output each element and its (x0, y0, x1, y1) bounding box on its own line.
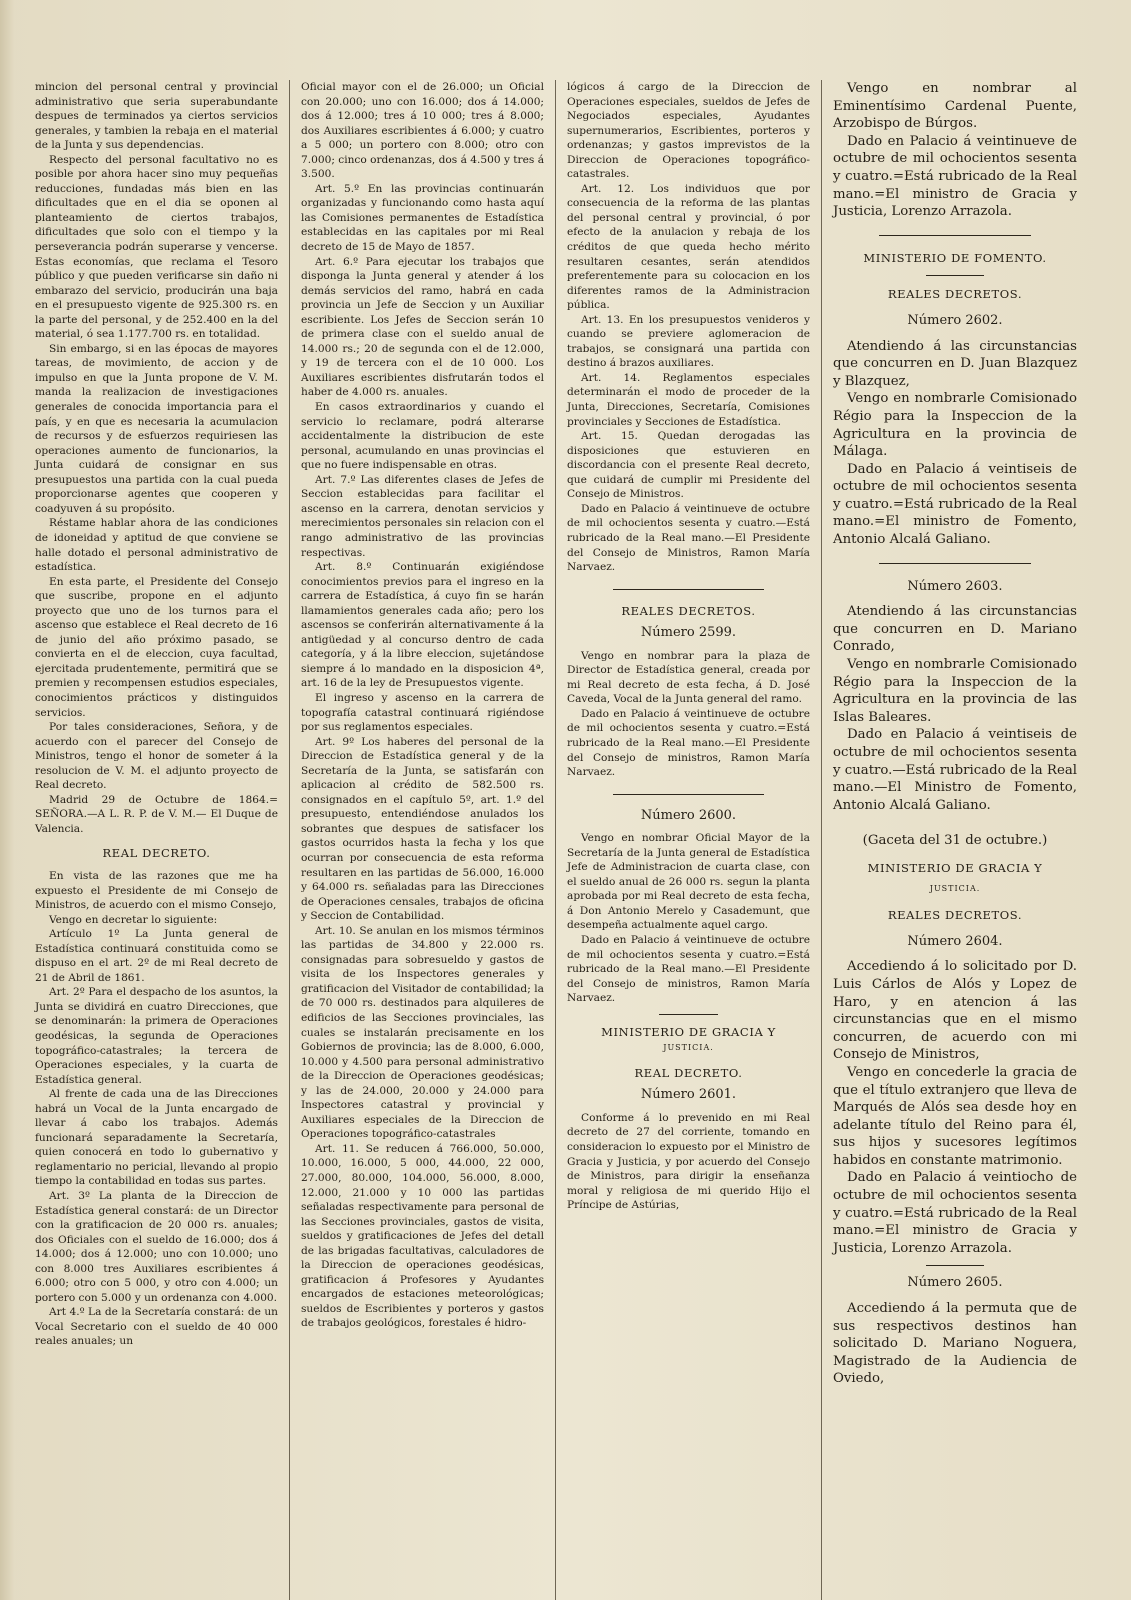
ministry-subheading: JUSTICIA. (663, 1043, 714, 1053)
paragraph: En vista de las razones que me ha expuesto el Presidente de mi Consejo de Ministros, de acuerdo con el mismo Consejo, (35, 869, 278, 912)
signature-line: Madrid 29 de Octubre de 1864.= SEÑORA.—A L. R. P. de V. M.— El Duque de Valencia. (35, 793, 278, 835)
divider (613, 794, 764, 795)
paragraph: Art. 9º Los haberes del personal de la Direccion de Estadística general y de la Secretaría de la Junta, se satisfarán con aplicacion al crédito de 582.500 rs. consignados en el capítulo 5º, art. 1.º del presupuesto, entendiéndose anulados los sobrantes que despues de satisfacer los gastos ocurridos hasta la fecha y los que ocurran por consecuencia de esta reforma resultaren en las partidas de 56.000, 16.000 y 64.000 rs. señaladas para las Direcciones de Operaciones censales, trabajos de oficina y Seccion de Contabilidad. (301, 735, 544, 923)
columns (24, 80, 1091, 1600)
paragraph: Art. 10. Se anulan en los mismos términos las partidas de 34.800 y 22.000 rs. consignadas para sobresueldo y gastos de visita de los Inspectores generales y gratificacion del Visitador de contabilidad; la de 70 000 rs. destinados para alquileres de edificios de las Secciones provinciales, las cuales se instalarán precisamente en los Gobiernos de provincia; las de 8.000, 6.000, 10.000 y 4.500 para personal administrativo de la Direccion de Operaciones geodésicas; y las de 24.000, 20.000 y 24.000 para Inspectores catastral y provincial y Auxiliares especiales de la Direccion de Operaciones topográfico-catastrales (301, 924, 544, 1141)
section-heading: REALES DECRETOS. (887, 287, 1023, 302)
paragraph: Art 4.º La de la Secretaría constará: de un Vocal Secretario con el sueldo de 40 000 reales anuales; un (35, 1306, 278, 1348)
column-2 (290, 80, 556, 1600)
paragraph: Vengo en nombrar al Eminentísimo Cardenal Puente, Arzobispo de Búrgos. (833, 81, 1077, 132)
section-heading: REALES DECRETOS. (887, 908, 1023, 923)
paragraph: Dado en Palacio á veintinueve de octubre de mil ochocientos sesenta y cuatro.=Está rubricado de la Real mano.—El Presidente del Consejo de ministros, Ramon María Narvaez. (567, 707, 810, 779)
paragraph: lógicos á cargo de la Direccion de Operaciones especiales, sueldos de Jefes de Negociados especiales, Ayudantes supernumerarios, Escribientes, porteros y ordenanzas; y gastos imprevistos de la Direccion de Operaciones topográfico-catastrales. (567, 81, 810, 181)
paragraph: Dado en Palacio á veintiseis de octubre de mil ochocientos sesenta y cuatro.—Está rubricado de la Real mano.—El Ministro de Fomento, Antonio Alcalá Galiano. (833, 727, 1077, 813)
decree-number: Número 2604. (907, 933, 1003, 949)
paragraph: Dado en Palacio á veintiseis de octubre de mil ochocientos sesenta y cuatro.=Está rubricado de la Real mano.=El ministro de Fomento, Antonio Alcalá Galiano. (833, 461, 1077, 548)
paragraph: Al frente de cada una de las Direcciones habrá un Vocal de la Junta encargado de llevar á cabo los trabajos. Además funcionará separadamente la Secretaría, quien conocerá en todo lo gubernativo y reglamentario no pericial, llevando al propio tiempo la contabilidad en todas sus partes. (35, 1088, 278, 1188)
paragraph: Sin embargo, si en las épocas de mayores tareas, de movimiento, de accion y de impulso en que la Junta propone de V. M. manda la realizacion de investigaciones generales de conocida importancia para el país, y en que es necesaria la acumulacion de recursos y de esfuerzos requiriesen las operaciones aumento de funcionarios, la Junta cuidará de consignar en sus presupuestos una partida con la cual pueda proporcionarse agentes que cooperen y coadyuven á su propósito. (35, 342, 278, 515)
section-heading: REAL DECRETO. (102, 846, 211, 861)
paragraph: Artículo 1º La Junta general de Estadística continuará constituida como se dispuso en el art. 2º de mi Real decreto de 21 de Abril de 1861. (35, 928, 278, 984)
paragraph: mincion del personal central y provincial administrativo que seria superabundante despues de terminados ya ciertos servicios generales, y tambien la rebaja en el material de la Junta y sus dependencias. (35, 81, 278, 152)
column-1 (24, 80, 290, 1600)
ministry-heading: MINISTERIO DE FOMENTO. (863, 250, 1047, 265)
paragraph: En casos extraordinarios y cuando el servicio lo reclamare, podrá alterarse accidentalmente la distribucion de este personal, acumulando en unas provincias el que no fuere indispensable en otras. (301, 401, 544, 472)
decree-number: Número 2605. (907, 1275, 1003, 1291)
paragraph: Vengo en concederle la gracia de que el título extranjero que lleva de Marqués de Alós sea desde hoy en adelante título del Reino para él, sus hijos y sucesores legítimos habidos en constante matrimonio. (833, 1064, 1077, 1168)
paragraph: Dado en Palacio á veintinueve de octubre de mil ochocientos sesenta y cuatro.=Está rubricado de la Real mano.—El Presidente del Consejo de ministros, Ramon María Narvaez. (567, 933, 810, 1005)
paragraph: Atendiendo á las circunstancias que concurren en D. Juan Blazquez y Blazquez, (833, 338, 1077, 389)
paragraph: Réstame hablar ahora de las condiciones de idoneidad y aptitud de que conviene se halle dotado el personal administrativo de estadística. (35, 517, 278, 574)
paragraph: Art. 5.º En las provincias continuarán organizadas y funcionando como hasta aquí las Comisiones permanentes de Estadística establecidas en las capitales por mi Real decreto de 15 de Mayo de 1857. (301, 182, 544, 254)
paragraph: Art. 8.º Continuarán exigiéndose conocimientos previos para el ingreso en la carrera de Estadística, á cuyo fin se harán llamamientos generales cada año; pero los ascensos se conferirán alternativamente á la antigüedad y al concurso dentro de cada categoría, y á la libre eleccion, sujetándose siempre á lo mandado en la disposicion 4ª, art. 16 de la ley de Presupuestos vigente. (301, 561, 544, 690)
page-edge (0, 0, 14, 1600)
paragraph: Vengo en nombrar para la plaza de Director de Estadística general, creada por mi Real decreto de esta fecha, á D. José Caveda, Vocal de la Junta general del ramo. (567, 649, 810, 706)
paragraph: Art. 13. En los presupuestos venideros y cuando se previere aglomeracion de trabajos, se consignará una partida con destino á brazos auxiliares. (567, 313, 810, 370)
paragraph: Art. 6.º Para ejecutar los trabajos que disponga la Junta general y atender á los demás servicios del ramo, habrá en cada provincia un Jefe de Seccion y un Auxiliar escribiente. Los Jefes de Seccion serán 10 de primera clase con el sueldo anual de 14.000 rs.; 20 de segunda con el de 12.000, y 19 de tercera con el de 10 000. Los Auxiliares escribientes disfrutarán todos el haber de 4.000 rs. anuales. (301, 255, 544, 399)
paragraph: Accediendo á lo solicitado por D. Luis Cárlos de Alós y Lopez de Haro, y en atencion á las circunstancias que en el mismo concurren, de acuerdo con mi Consejo de Ministros, (833, 959, 1077, 1063)
paragraph: Oficial mayor con el de 26.000; un Oficial con 20.000; uno con 16.000; dos á 14.000; dos á 12.000; tres á 10 000; tres á 8.000; dos Auxiliares escribientes á 6.000; y cuatro a 5 000; un portero con 8.000; otro con 7.000; cinco ordenanzas, dos á 4.500 y tres á 3.500. (301, 81, 545, 181)
paragraph: Dado en Palacio á veintinueve de octubre de mil ochocientos sesenta y cuatro.—Está rubricado de la Real mano.—El Presidente del Consejo de Ministros, Ramon María Narvaez. (567, 502, 810, 574)
paragraph: Vengo en nombrar Oficial Mayor de la Secretaría de la Junta general de Estadística Jefe de Administracion de cuarta clase, con el sueldo anual de 26 000 rs. segun la planta aprobada por mi Real decreto de esta fecha, á Don Antonio Merelo y Casademunt, que desempeña actualmente aquel cargo. (567, 832, 810, 932)
decree-number: Número 2600. (640, 807, 737, 823)
divider (613, 589, 764, 590)
paragraph: Art. 12. Los individuos que por consecuencia de la reforma de las plantas del personal central y provincial, ó por efecto de la anulacion y rebaja de los créditos de que queda hecho mérito resultaren cesantes, serán atendidos preferentemente para su colocacion en los diferentes ramos de la Administracion pública. (567, 182, 810, 312)
ministry-heading: MINISTERIO DE GRACIA Y (601, 1024, 776, 1039)
paragraph: Vengo en nombrarle Comisionado Régio para la Inspeccion de la Agricultura en la provincia de Málaga. (833, 391, 1077, 460)
divider (879, 563, 1030, 564)
ministry-heading: MINISTERIO DE GRACIA Y (867, 860, 1043, 875)
paragraph: Art. 2º Para el despacho de los asuntos, la Junta se dividirá en cuatro Direcciones, que se denominarán: la primera de Operaciones geodésicas, la segunda de Operaciones topográfico-catastrales; la tercera de Operaciones especiales, y la cuarta de Estadística general. (35, 986, 278, 1086)
paragraph: Atendiendo á las circunstancias que concurren en D. Mariano Conrado, (833, 604, 1077, 655)
decree-number: Número 2601. (640, 1087, 737, 1103)
decree-number: Número 2603. (907, 578, 1003, 594)
paragraph: Art. 3º La planta de la Direccion de Estadística general constará: de un Director con la gratificacion de 20 000 rs. anuales; dos Oficiales con el sueldo de 16.000; dos á 14.000; dos á 12.000; uno con 10.000; uno con 8.000 tres Auxiliares escribientes á 6.000; otro con 5 000, y otro con 4.000; un portero con 5.000 y un ordenanza con 4.000. (35, 1190, 278, 1304)
paragraph: El ingreso y ascenso en la carrera de topografía catastral continuará rigiéndose por sus reglamentos especiales. (301, 691, 544, 734)
paragraph: Accediendo á la permuta que de sus respectivos destinos han solicitado D. Mariano Noguera, Magistrado de la Audiencia de Oviedo, (833, 1301, 1077, 1387)
paragraph: Art. 14. Reglamentos especiales determinarán el modo de proceder de la Junta, Direcciones, Secretaría, Comisiones provinciales y Secciones de Estadística. (567, 371, 810, 428)
paragraph: Vengo en decretar lo siguiente: (49, 913, 218, 926)
column-3 (556, 80, 822, 1600)
section-heading: REAL DECRETO. (634, 1065, 743, 1080)
divider (879, 235, 1030, 236)
paragraph: Art. 11. Se reducen á 766.000, 50.000, 10.000, 16.000, 5 000, 44.000, 22 000, 27.000, 80.000, 104.000, 56.000, 8.000, 12.000, 21.000 y 10 000 las partidas señaladas respectivamente para personal de las Secciones provinciales, gastos de visita, sueldos y gratificaciones de Jefes del detall de las brigadas facultativas, calculadores de la Direccion de operaciones geodésicas, gratificacion á Profesores y Ayudantes encargados de estaciones meteorológicas; sueldos de Escribientes y porteros y gastos de trabajos geológicos, forestales é hidro- (301, 1142, 544, 1330)
paragraph: Por tales consideraciones, Señora, y de acuerdo con el parecer del Consejo de Ministros, tengo el honor de someter á la resolucion de V. M. el adjunto proyecto de Real decreto. (35, 721, 278, 792)
paragraph: En esta parte, el Presidente del Consejo que suscribe, propone en el adjunto proyecto que uno de los turnos para el ascenso que establece el Real decreto de 16 de junio del año próximo pasado, se convierta en el de eleccion, cuya facultad, ejercitada prudentemente, permitirá que se premien y recompensen estudios especiales, conocimientos prácticos y distinguidos servicios. (35, 575, 278, 719)
paragraph: Dado en Palacio á veintinueve de octubre de mil ochocientos sesenta y cuatro.=Está rubricado de la Real mano.=El ministro de Gracia y Justicia, Lorenzo Arrazola. (833, 133, 1077, 220)
divider (926, 1265, 985, 1266)
section-heading: REALES DECRETOS. (621, 603, 756, 618)
paragraph: Art. 15. Quedan derogadas las disposiciones que estuvieren en discordancia con el presente Real decreto, que cuidará de cumplir mi Presidente del Consejo de Ministros. (567, 430, 810, 501)
paragraph: Conforme á lo prevenido en mi Real decreto de 27 del corriente, tomando en consideracion lo expuesto por el Ministro de Gracia y Justicia, y por acuerdo del Consejo de Ministros, para dirigir la enseñanza moral y religiosa de mi querido Hijo el Príncipe de Astúrias, (567, 1111, 810, 1212)
divider (659, 1014, 717, 1015)
divider (926, 275, 985, 276)
ministry-subheading: JUSTICIA. (929, 883, 981, 893)
paragraph: Vengo en nombrarle Comisionado Régio para la Inspeccion de la Agricultura en la provincia de las Islas Baleares. (833, 657, 1077, 725)
decree-number: Número 2599. (640, 625, 737, 641)
decree-number: Número 2602. (907, 312, 1003, 328)
gazette-note: (Gaceta del 31 de octubre.) (862, 833, 1048, 849)
paragraph: Respecto del personal facultativo no es posible por ahora hacer sino muy pequeñas reducciones, fundadas más bien en las dificultades que en el dia se oponen al planteamiento de ciertos trabajos, dificultades que solo con el tiempo y la perseverancia podrán superarse y vencerse. Estas economías, que reclama el Tesoro público y que pueden verificarse sin daño ni embarazo del servicio, producirán una baja en el presupuesto vigente de 925.300 rs. en la parte del personal, y de 252.400 en la del material, ó sea 1.177.700 rs. en totalidad. (35, 153, 278, 341)
paragraph: Art. 7.º Las diferentes clases de Jefes de Seccion establecidas para facilitar el ascenso en la carrera, denotan servicios y merecimientos personales sin relacion con el rango administrativo de las provincias respectivas. (301, 473, 544, 559)
paragraph: Dado en Palacio á veintiocho de octubre de mil ochocientos sesenta y cuatro.=Está rubricado de la Real mano.=El ministro de Gracia y Justicia, Lorenzo Arrazola. (833, 1170, 1077, 1256)
column-4 (822, 80, 1088, 1600)
